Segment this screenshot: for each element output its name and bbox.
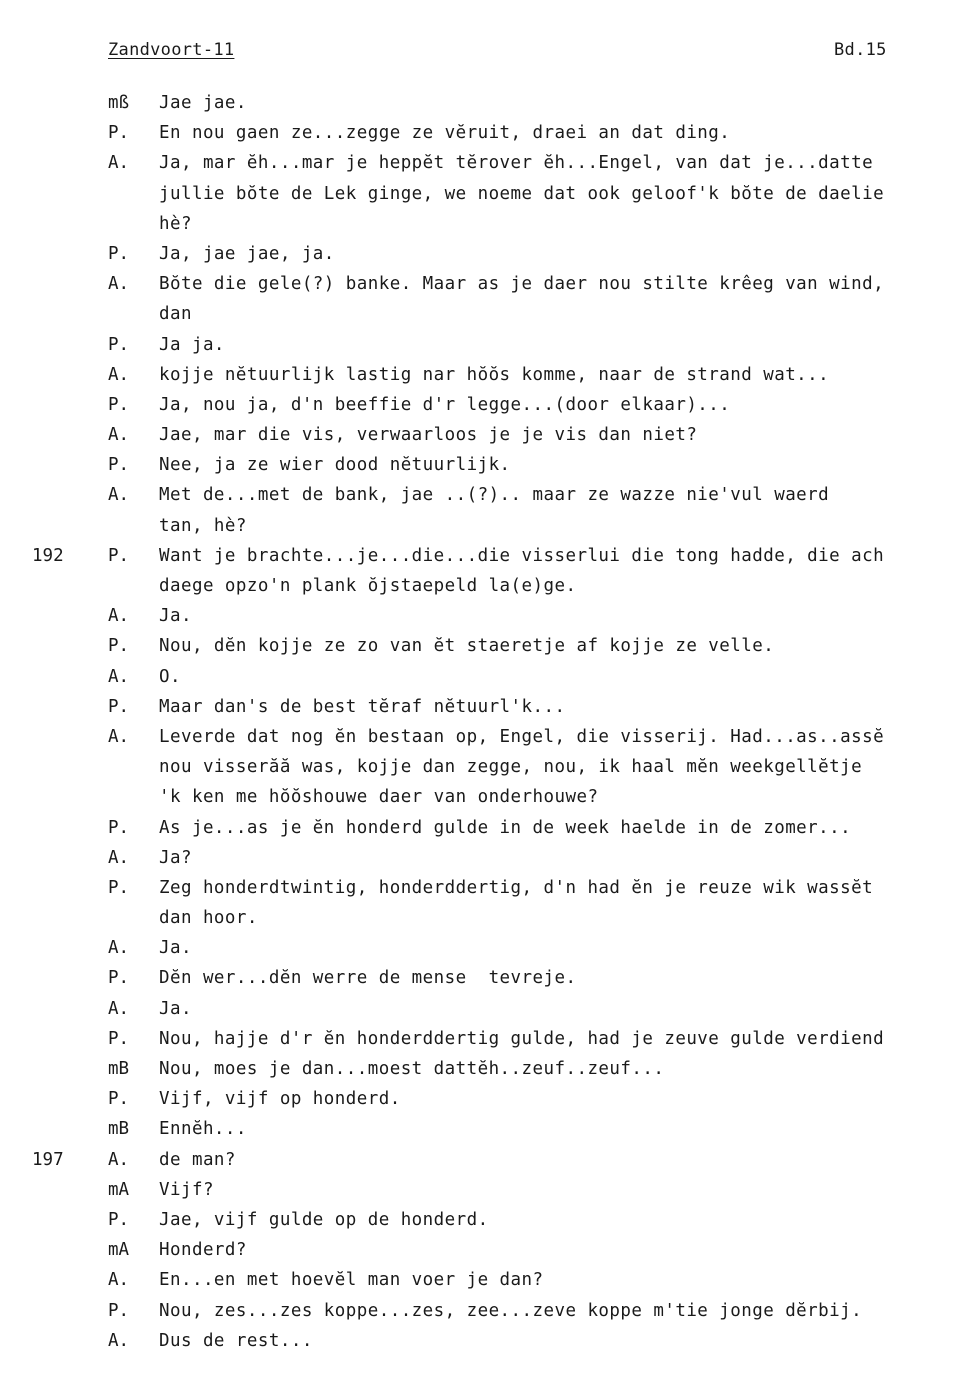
utterance-text: Jae jae. xyxy=(159,93,247,113)
transcript-line xyxy=(0,662,973,692)
transcript-line xyxy=(0,752,973,782)
speaker-label: P. xyxy=(108,243,130,264)
transcript-line xyxy=(0,903,973,933)
speaker-label: P. xyxy=(108,123,130,144)
speaker-label: P. xyxy=(108,334,130,355)
transcript-line xyxy=(0,299,973,329)
speaker-label: A. xyxy=(108,425,130,446)
transcript-line xyxy=(0,843,973,873)
transcript-line xyxy=(0,782,973,812)
utterance-text: dan xyxy=(159,304,192,325)
utterance-text: Zeg honderdtwintig, honderddertig, d'n had ĕn je reuze wik wassĕt xyxy=(159,877,874,898)
utterance-text: Nee, ja ze wier dood nĕtuurlijk. xyxy=(159,455,511,476)
transcript-line xyxy=(0,722,973,752)
utterance-text: Ja. xyxy=(159,938,192,959)
speaker-label: mB xyxy=(108,1059,130,1079)
transcript-line xyxy=(0,269,973,299)
transcript-line xyxy=(0,631,973,661)
speaker-label: P. xyxy=(108,968,130,989)
utterance-text: Vijf, vijf op honderd. xyxy=(159,1089,401,1110)
transcript-line xyxy=(0,1024,973,1054)
transcript-line xyxy=(0,994,973,1024)
utterance-text: Ja? xyxy=(159,847,192,868)
speaker-label: A. xyxy=(108,485,130,506)
transcript-line xyxy=(0,480,973,510)
utterance-text: Vijf? xyxy=(159,1179,214,1200)
speaker-label: P. xyxy=(108,636,130,657)
speaker-label: mA xyxy=(108,1179,130,1200)
utterance-text: En nou gaen ze...zegge ze vĕruit, draei an dat ding. xyxy=(159,123,731,144)
utterance-text: Met de...met de bank, jae ..(?).. maar ze wazze nie'vul waerd xyxy=(159,485,830,506)
transcript-line xyxy=(0,450,973,480)
utterance-text: Ja, mar ĕh...mar je heppĕt tĕrover ĕh...Engel, van dat je...datte xyxy=(159,153,874,174)
utterance-text: Bŏte die gele(?) banke. Maar as je daer nou stilte krêeg van wind, xyxy=(159,274,885,295)
speaker-label: A. xyxy=(108,274,130,295)
utterance-text: Dus de rest... xyxy=(159,1330,313,1351)
transcript-line xyxy=(0,1054,973,1084)
speaker-label: P. xyxy=(108,1209,130,1230)
speaker-label: P. xyxy=(108,1089,130,1110)
speaker-label: A. xyxy=(108,153,130,174)
speaker-label: P. xyxy=(108,455,130,476)
utterance-text: Nou, moes je dan...moest dattĕh..zeuf..zeuf... xyxy=(159,1059,665,1079)
document-title: Zandvoort-11 xyxy=(108,40,235,60)
speaker-label: P. xyxy=(108,877,130,898)
speaker-label: P. xyxy=(108,817,130,838)
utterance-text: Ja. xyxy=(159,606,192,627)
transcript-line xyxy=(0,1175,973,1205)
transcript-line xyxy=(0,692,973,722)
speaker-label: A. xyxy=(108,1149,130,1170)
transcript-line xyxy=(0,330,973,360)
speaker-label: A. xyxy=(108,364,130,385)
transcript-line xyxy=(0,88,973,118)
speaker-label: P. xyxy=(108,1300,130,1321)
utterance-text: Nou, hajje d'r ĕn honderddertig gulde, had je zeuve gulde verdiend xyxy=(159,1028,885,1049)
utterance-text: tan, hè? xyxy=(159,515,247,536)
transcript-line xyxy=(0,601,973,631)
utterance-text: As je...as je ĕn honderd gulde in de week haelde in de zomer... xyxy=(159,817,852,838)
utterance-text: Want je brachte...je...die...die visserlui die tong hadde, die ach xyxy=(159,545,885,566)
utterance-text: de man? xyxy=(159,1149,236,1170)
transcript-line xyxy=(0,209,973,239)
utterance-text: dan hoor. xyxy=(159,908,258,929)
transcript-line xyxy=(0,571,973,601)
transcript-line xyxy=(0,1326,973,1356)
transcript-line xyxy=(0,1145,973,1175)
transcript-line xyxy=(0,148,973,178)
utterance-text: O. xyxy=(159,666,181,687)
speaker-label: P. xyxy=(108,696,130,717)
transcript-line xyxy=(0,420,973,450)
transcript-line xyxy=(0,873,973,903)
speaker-label: A. xyxy=(108,726,130,747)
speaker-label: A. xyxy=(108,1330,130,1351)
utterance-text: hè? xyxy=(159,213,192,234)
transcript-line xyxy=(0,118,973,148)
speaker-label: A. xyxy=(108,938,130,959)
utterance-text: Nou, zes...zes koppe...zes, zee...zeve koppe m'tie jonge dĕrbij. xyxy=(159,1300,863,1321)
transcript-line xyxy=(0,511,973,541)
transcript-line xyxy=(0,179,973,209)
utterance-text: En...en met hoevĕl man voer je dan? xyxy=(159,1270,544,1291)
utterance-text: Honderd? xyxy=(159,1240,247,1261)
transcript-line xyxy=(0,1114,973,1144)
line-number: 197 xyxy=(32,1149,64,1170)
speaker-label: A. xyxy=(108,606,130,627)
utterance-text: Ja, jae jae, ja. xyxy=(159,243,335,264)
speaker-label: A. xyxy=(108,666,130,687)
transcript-line xyxy=(0,239,973,269)
transcript-line xyxy=(0,963,973,993)
transcript-line xyxy=(0,933,973,963)
utterance-text: kojje nĕtuurlijk lastig nar hŏŏs komme, naar de strand wat... xyxy=(159,364,830,385)
transcript-line xyxy=(0,813,973,843)
utterance-text: Maar dan's de best tĕraf nĕtuurl'k... xyxy=(159,696,566,717)
transcript-line xyxy=(0,1205,973,1235)
speaker-label: A. xyxy=(108,1270,130,1291)
utterance-text: nou visserăă was, kojje dan zegge, nou, ik haal mĕn weekgellĕtje xyxy=(159,757,863,778)
transcript-line xyxy=(0,1296,973,1326)
speaker-label: P. xyxy=(108,394,130,415)
utterance-text: Jae, mar die vis, verwaarloos je je vis dan niet? xyxy=(159,425,698,446)
utterance-text: Jae, vijf gulde op de honderd. xyxy=(159,1209,489,1230)
speaker-label: mß xyxy=(108,93,130,113)
utterance-text: Leverde dat nog ĕn bestaan op, Engel, die visserij. Had...as..assĕ xyxy=(159,726,885,747)
transcript-line xyxy=(0,360,973,390)
speaker-label: P. xyxy=(108,1028,130,1049)
speaker-label: A. xyxy=(108,847,130,868)
utterance-text: Nou, dĕn kojje ze zo van ĕt staeretje af kojje ze velle. xyxy=(159,636,775,657)
page-number: Bd.15 xyxy=(834,40,887,60)
line-number: 192 xyxy=(32,545,64,566)
utterance-text: Ja ja. xyxy=(159,334,225,355)
utterance-text: Dĕn wer...dĕn werre de mense tevreje. xyxy=(159,968,577,989)
transcript-line xyxy=(0,1265,973,1295)
speaker-label: A. xyxy=(108,998,130,1019)
utterance-text: 'k ken me hŏŏshouwe daer van onderhouwe? xyxy=(159,787,599,808)
transcript-line xyxy=(0,541,973,571)
speaker-label: mB xyxy=(108,1119,130,1140)
utterance-text: Ja. xyxy=(159,998,192,1019)
transcript-lines xyxy=(0,88,973,1356)
transcript-line xyxy=(0,390,973,420)
speaker-label: mA xyxy=(108,1240,130,1261)
utterance-text: Ennĕh... xyxy=(159,1119,247,1140)
utterance-text: jullie bŏte de Lek ginge, we noeme dat ook geloof'k bŏte de daelie xyxy=(159,183,885,204)
utterance-text: daege opzo'n plank ŏjstaepeld la(e)ge. xyxy=(159,576,577,596)
transcript-line xyxy=(0,1235,973,1265)
utterance-text: Ja, nou ja, d'n beeffie d'r legge...(door elkaar)... xyxy=(159,394,731,415)
transcript-line xyxy=(0,1084,973,1114)
speaker-label: P. xyxy=(108,545,130,566)
